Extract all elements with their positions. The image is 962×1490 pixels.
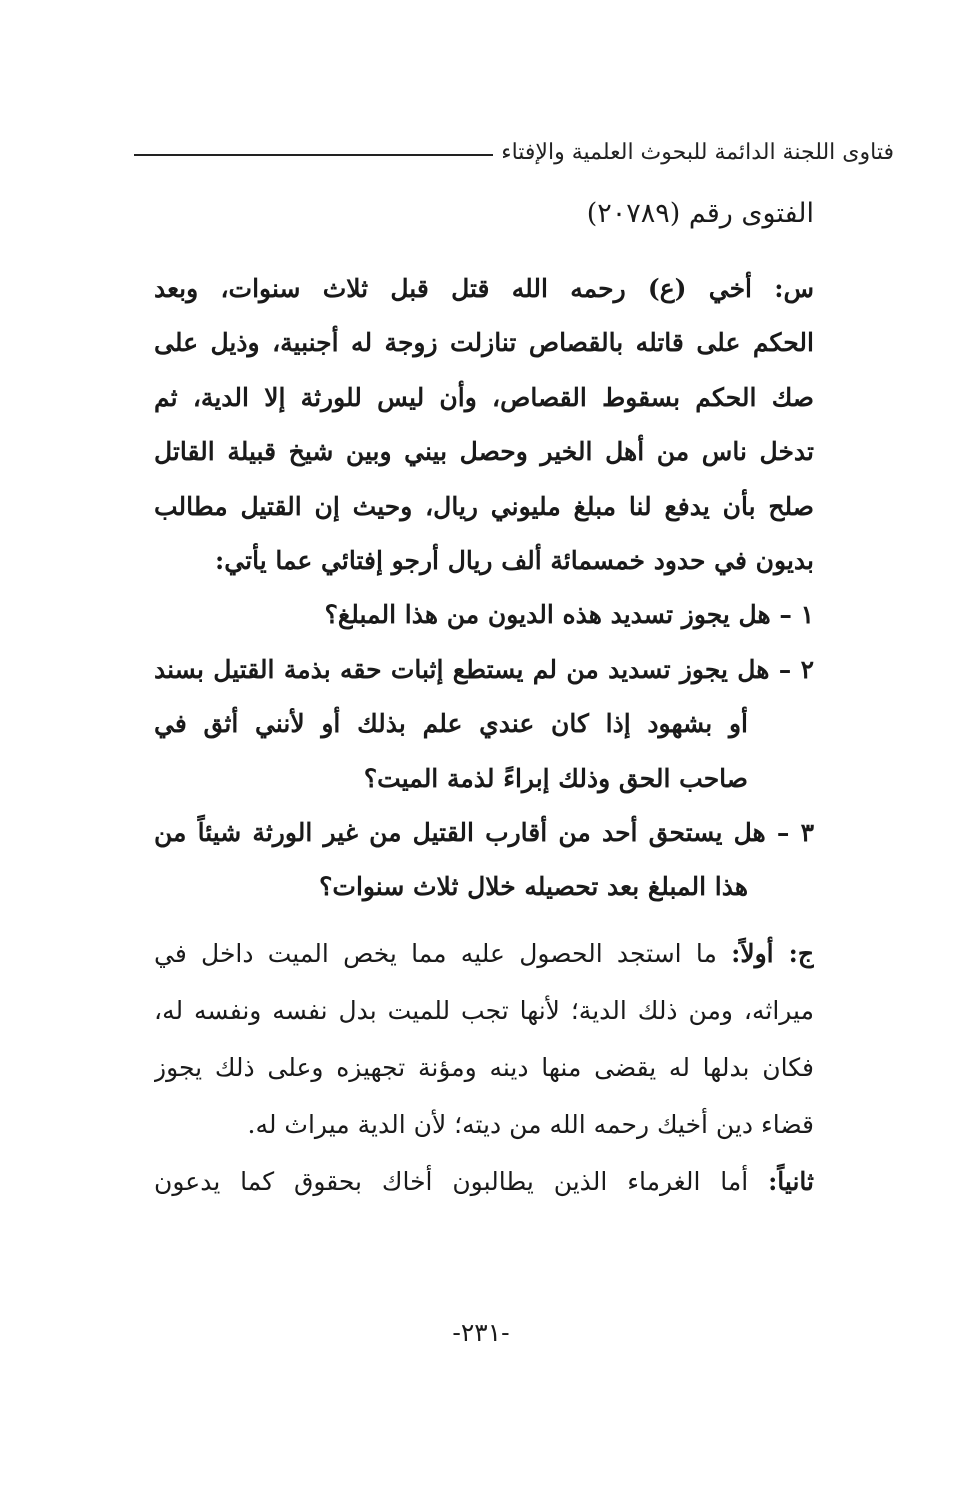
question-line: بديون في حدود خمسمائة ألف ريال أرجو إفتائي عما يأتي: [215, 545, 814, 575]
fatwa-body [154, 262, 814, 1210]
question-item-3: ٣ – هل يستحق أحد من أقارب القتيل من غير الورثة شيئاً من [154, 817, 814, 847]
answer-first-lead: ج: أولاً: [731, 938, 814, 968]
answer-line: ميراثه، ومن ذلك الدية؛ لأنها تجب للميت بدل نفسه ونفسه له، [154, 995, 814, 1025]
answer-line: فكان بدلها له يقضى منها دينه ومؤنة تجهيزه وعلى ذلك يجوز [154, 1052, 814, 1082]
running-header-title: فتاوى اللجنة الدائمة للبحوث العلمية والإفتاء [501, 139, 894, 165]
answer-first-text: ما استجد الحصول عليه مما يخص الميت داخل في [154, 938, 732, 968]
answer-line-second [154, 1153, 814, 1210]
answer-second-text: أما الغرماء الذين يطالبون أخاك بحقوق كما يدعون [154, 1166, 769, 1196]
question-line: صك الحكم بسقوط القصاص، وأن ليس للورثة إلا الدية، ثم [154, 382, 814, 412]
section-gap [154, 915, 814, 925]
question-line: تدخل ناس من أهل الخير وحصل بيني وبين شيخ قبيلة القاتل [154, 437, 814, 467]
question-item-1: ١ – هل يجوز تسديد هذه الديون من هذا المبلغ؟ [324, 600, 814, 630]
page-number: -٢٣١- [452, 1318, 510, 1347]
answer-line-first [154, 925, 814, 982]
answer-block [154, 925, 814, 1210]
question-block [154, 262, 814, 915]
question-line: س: أخي (ع) رحمه الله قتل قبل ثلاث سنوات، وبعد [154, 274, 814, 303]
question-item-2-continued: صاحب الحق وذلك إبراءً لذمة الميت؟ [363, 763, 748, 793]
answer-second-lead: ثانياً: [768, 1166, 814, 1196]
question-item-3-continued: هذا المبلغ بعد تحصيله خلال ثلاث سنوات؟ [319, 872, 748, 902]
running-header [134, 132, 894, 172]
question-item-2: ٢ – هل يجوز تسديد من لم يستطع إثبات حقه بذمة القتيل بسند [154, 654, 814, 684]
question-item-2-continued: أو بشهود إذا كان عندي علم بذلك أو لأنني أثق في [154, 709, 748, 739]
fatwa-number: الفتوى رقم (٢٠٧٨٩) [586, 198, 814, 229]
header-rule [134, 154, 493, 156]
question-line: الحكم على قاتله بالقصاص تنازلت زوجة له أجنبية، وذيل على [154, 328, 814, 358]
question-line: صلح بأن يدفع لنا مبلغ مليوني ريال، وحيث إن القتيل مطالب [154, 491, 814, 521]
answer-line: قضاء دين أخيك رحمه الله من ديته؛ لأن الدية ميراث له. [247, 1109, 814, 1139]
